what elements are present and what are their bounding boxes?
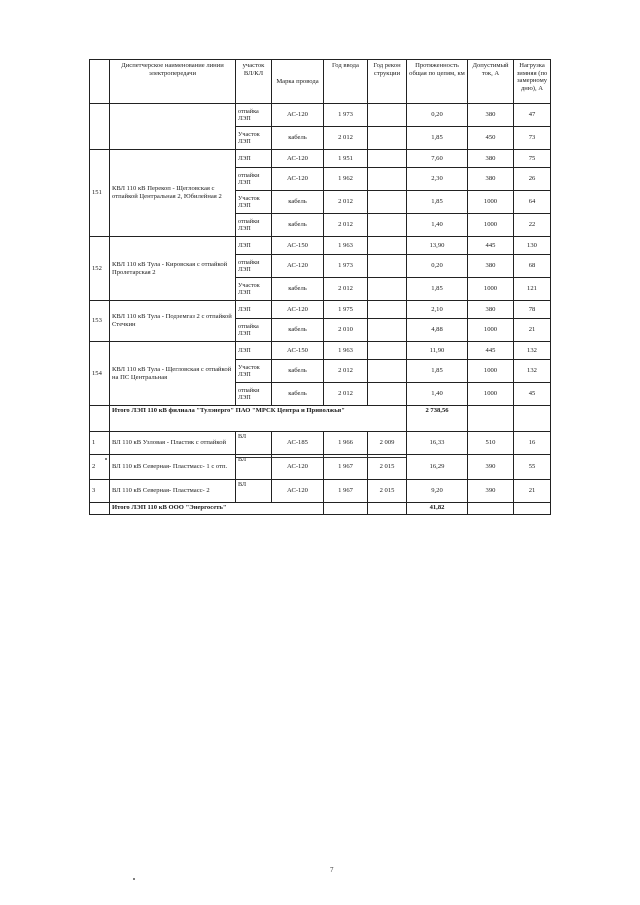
row-load: 132 (514, 342, 551, 360)
total-empty-year (324, 503, 368, 515)
row-reconstruction (368, 127, 407, 150)
row-line-name: КВЛ 110 кВ Тула - Кировская с отпайкой Пролетарская 2 (110, 237, 236, 301)
table-row (90, 237, 551, 255)
row-load: 73 (514, 127, 551, 150)
scan-speck (105, 458, 107, 460)
row-wire: АС-185 (272, 432, 324, 455)
row-load: 16 (514, 432, 551, 455)
row-wire: кабель (272, 383, 324, 406)
row-year: 2 010 (324, 319, 368, 342)
table-row (90, 432, 551, 455)
row-section: ВЛ (236, 432, 272, 455)
total-length: 41,82 (407, 503, 468, 515)
row-year: 2 012 (324, 360, 368, 383)
row-current: 1000 (468, 214, 514, 237)
row-wire: кабель (272, 360, 324, 383)
row-reconstruction (368, 191, 407, 214)
row-length: 16,33 (407, 432, 468, 455)
row-year: 1 967 (324, 455, 368, 480)
row-load: 75 (514, 150, 551, 168)
row-length: 4,88 (407, 319, 468, 342)
total-empty-num (90, 503, 110, 515)
row-length: 0,20 (407, 104, 468, 127)
row-num (90, 104, 110, 150)
row-section: ВЛ (236, 455, 272, 480)
row-year: 1 962 (324, 168, 368, 191)
row-load: 64 (514, 191, 551, 214)
row-year: 1 951 (324, 150, 368, 168)
total-empty-load (514, 406, 551, 432)
row-year: 1 975 (324, 301, 368, 319)
row-line-name: ВЛ 110 кВ Северная- Пластмасс- 2 (110, 480, 236, 503)
row-line-name: КВЛ 110 кВ Перекоп - Щегловская с отпайкой Центральная 2, Юбилейная 2 (110, 150, 236, 237)
table-row (90, 104, 551, 127)
total-empty-load (514, 503, 551, 515)
row-section: Участок ЛЭП (236, 127, 272, 150)
row-load: 26 (514, 168, 551, 191)
row-length: 2,30 (407, 168, 468, 191)
row-length: 1,85 (407, 191, 468, 214)
row-line-name: ВЛ 110 кВ Северная- Пластмасс- 1 с отп. (110, 455, 236, 480)
row-section: отпайки ЛЭП (236, 168, 272, 191)
row-load: 47 (514, 104, 551, 127)
row-current: 380 (468, 301, 514, 319)
row-current: 1000 (468, 360, 514, 383)
row-reconstruction (368, 342, 407, 360)
row-load: 130 (514, 237, 551, 255)
row-load: 21 (514, 319, 551, 342)
row-reconstruction (368, 319, 407, 342)
row-reconstruction (368, 360, 407, 383)
row-section: Участок ЛЭП (236, 278, 272, 301)
row-num: 154 (90, 342, 110, 406)
scan-speck (133, 878, 135, 880)
header-section: участок ВЛ/КЛ (236, 60, 272, 104)
row-length: 1,85 (407, 278, 468, 301)
row-section: Участок ЛЭП (236, 191, 272, 214)
row-section: отпайки ЛЭП (236, 255, 272, 278)
row-current: 380 (468, 168, 514, 191)
total-label: Итого ЛЭП 110 кВ ООО "Энергосеть" (110, 503, 324, 515)
end-of-table-rule (236, 457, 406, 458)
row-reconstruction (368, 237, 407, 255)
table-row (90, 301, 551, 319)
total-empty-recon (368, 503, 407, 515)
row-length: 1,85 (407, 127, 468, 150)
total-empty-current (468, 406, 514, 432)
row-wire: АС-120 (272, 168, 324, 191)
row-year: 1 966 (324, 432, 368, 455)
header-current: Допустимый ток, А (468, 60, 514, 104)
row-reconstruction (368, 278, 407, 301)
total-empty-current (468, 503, 514, 515)
row-wire: АС-120 (272, 150, 324, 168)
row-length: 13,90 (407, 237, 468, 255)
row-num: 151 (90, 150, 110, 237)
row-year: 2 012 (324, 191, 368, 214)
page-number: 7 (330, 866, 334, 874)
row-current: 380 (468, 104, 514, 127)
row-year: 2 012 (324, 278, 368, 301)
header-wire: Марка провода (272, 60, 324, 104)
row-year: 2 012 (324, 383, 368, 406)
row-load: 45 (514, 383, 551, 406)
row-length: 9,20 (407, 480, 468, 503)
row-wire: АС-150 (272, 342, 324, 360)
row-wire: кабель (272, 127, 324, 150)
total-length: 2 738,56 (407, 406, 468, 432)
row-reconstruction (368, 168, 407, 191)
power-lines-table (89, 59, 551, 515)
row-current: 380 (468, 150, 514, 168)
row-reconstruction (368, 301, 407, 319)
total-row-tulenergo (90, 406, 551, 432)
row-load: 132 (514, 360, 551, 383)
total-row-energoset (90, 503, 551, 515)
row-num: 3 (90, 480, 110, 503)
row-year: 2 012 (324, 214, 368, 237)
row-load: 121 (514, 278, 551, 301)
row-wire: АС-120 (272, 301, 324, 319)
row-reconstruction: 2 015 (368, 455, 407, 480)
row-year: 1 973 (324, 104, 368, 127)
row-section: ВЛ (236, 480, 272, 503)
header-line-name: Диспетчерское наименование линии электропередачи (110, 60, 236, 104)
row-num: 152 (90, 237, 110, 301)
row-current: 1000 (468, 383, 514, 406)
row-current: 450 (468, 127, 514, 150)
row-section: ЛЭП (236, 150, 272, 168)
row-length: 1,40 (407, 214, 468, 237)
row-wire: АС-120 (272, 455, 324, 480)
table-header-row (90, 60, 551, 104)
row-section: отпайки ЛЭП (236, 383, 272, 406)
row-wire: кабель (272, 278, 324, 301)
row-reconstruction (368, 104, 407, 127)
header-num (90, 60, 110, 104)
row-section: отпайки ЛЭП (236, 214, 272, 237)
row-current: 445 (468, 342, 514, 360)
row-num: 1 (90, 432, 110, 455)
row-current: 1000 (468, 191, 514, 214)
row-length: 2,10 (407, 301, 468, 319)
row-length: 1,85 (407, 360, 468, 383)
row-section: отпайка ЛЭП (236, 319, 272, 342)
header-length: Протяженность общая по цепям, км (407, 60, 468, 104)
row-reconstruction (368, 150, 407, 168)
row-wire: кабель (272, 214, 324, 237)
row-year: 1 963 (324, 237, 368, 255)
row-length: 11,90 (407, 342, 468, 360)
row-num: 2 (90, 455, 110, 480)
row-current: 390 (468, 455, 514, 480)
table-row (90, 455, 551, 480)
row-current: 510 (468, 432, 514, 455)
row-load: 55 (514, 455, 551, 480)
row-length: 16,29 (407, 455, 468, 480)
row-length: 7,60 (407, 150, 468, 168)
row-reconstruction: 2 009 (368, 432, 407, 455)
row-year: 1 963 (324, 342, 368, 360)
header-load: Нагрузка зимняя (по замерному дню), А (514, 60, 551, 104)
row-load: 68 (514, 255, 551, 278)
row-section: Участок ЛЭП (236, 360, 272, 383)
row-reconstruction (368, 255, 407, 278)
row-section: ЛЭП (236, 342, 272, 360)
row-reconstruction (368, 383, 407, 406)
row-section: ЛЭП (236, 301, 272, 319)
row-length: 0,20 (407, 255, 468, 278)
row-load: 21 (514, 480, 551, 503)
header-year: Год ввода (324, 60, 368, 104)
row-current: 445 (468, 237, 514, 255)
row-load: 78 (514, 301, 551, 319)
table-row (90, 150, 551, 168)
row-current: 380 (468, 255, 514, 278)
row-section: отпайка ЛЭП (236, 104, 272, 127)
row-wire: АС-150 (272, 237, 324, 255)
table-row (90, 480, 551, 503)
row-current: 1000 (468, 278, 514, 301)
row-length: 1,40 (407, 383, 468, 406)
row-wire: АС-120 (272, 480, 324, 503)
row-current: 390 (468, 480, 514, 503)
row-num: 153 (90, 301, 110, 342)
row-wire: АС-120 (272, 255, 324, 278)
row-line-name: ВЛ 110 кВ Узловая - Пластик с отпайкой (110, 432, 236, 455)
row-line-name: КВЛ 110 кВ Тула - Подземгаз 2 с отпайкой Стечкин (110, 301, 236, 342)
row-year: 1 973 (324, 255, 368, 278)
row-wire: кабель (272, 319, 324, 342)
row-reconstruction (368, 214, 407, 237)
row-load: 22 (514, 214, 551, 237)
row-line-name: КВЛ 110 кВ Тула - Щегловская с отпайкой на ПС Центральная (110, 342, 236, 406)
table-row (90, 342, 551, 360)
row-year: 2 012 (324, 127, 368, 150)
row-section: ЛЭП (236, 237, 272, 255)
row-line-name (110, 104, 236, 150)
row-wire: АС-120 (272, 104, 324, 127)
total-empty-num (90, 406, 110, 432)
row-reconstruction: 2 015 (368, 480, 407, 503)
total-label: Итого ЛЭП 110 кВ филиала "Тулэнерго" ПАО "МРСК Центра и Приволжья" (110, 406, 407, 432)
header-reconstruction: Год рекон струкции (368, 60, 407, 104)
row-year: 1 967 (324, 480, 368, 503)
row-current: 1000 (468, 319, 514, 342)
row-wire: кабель (272, 191, 324, 214)
